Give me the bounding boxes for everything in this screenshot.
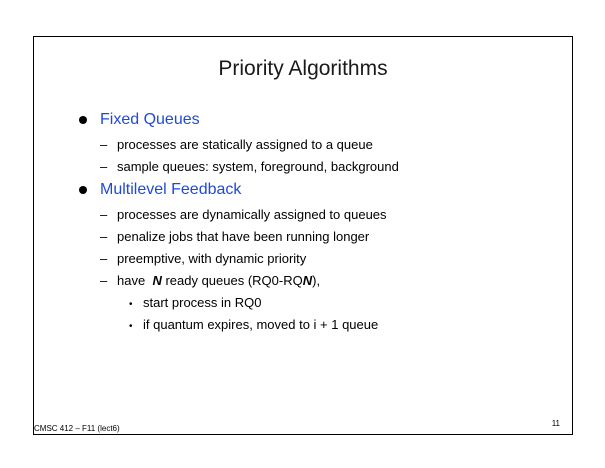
sub-list-item xyxy=(129,317,378,332)
bullet-label: Fixed Queues xyxy=(100,111,200,128)
have-suffix: ), xyxy=(312,273,321,288)
list-item-text: processes are statically assigned to a queue xyxy=(117,137,373,152)
list-item xyxy=(100,229,369,244)
footer-course-label: CMSC 412 – F11 (lect6) xyxy=(34,424,120,433)
small-bullet-icon: • xyxy=(129,321,133,332)
list-item-have-queues xyxy=(100,273,320,288)
n-variable-2: N xyxy=(302,273,313,288)
bullet-multilevel-feedback xyxy=(79,181,241,199)
list-item xyxy=(100,159,399,174)
sub-list-item-text: if quantum expires, moved to i + 1 queue xyxy=(143,317,379,332)
page-number: 11 xyxy=(551,419,560,428)
bullet-fixed-queues xyxy=(79,111,200,129)
bullet-dot-icon xyxy=(79,186,87,194)
bullet-label: Multilevel Feedback xyxy=(100,181,242,198)
small-bullet-icon: • xyxy=(129,299,133,310)
dash-icon: – xyxy=(100,137,108,152)
dash-icon: – xyxy=(100,273,108,288)
have-middle: ready queues (RQ0-RQ xyxy=(161,273,303,288)
dash-icon: – xyxy=(100,207,108,222)
list-item-text: sample queues: system, foreground, background xyxy=(117,159,399,174)
list-item xyxy=(100,207,387,222)
list-item-text: penalize jobs that have been running longer xyxy=(117,229,370,244)
bullet-dot-icon xyxy=(79,116,87,124)
dash-icon: – xyxy=(100,159,108,174)
sub-list-item xyxy=(129,295,262,310)
list-item xyxy=(100,251,306,266)
sub-list-item-text: start process in RQ0 xyxy=(143,295,262,310)
have-prefix: have xyxy=(117,273,146,288)
slide-title: Priority Algorithms xyxy=(218,57,388,80)
n-variable: N xyxy=(152,273,162,288)
list-item-text: processes are dynamically assigned to queues xyxy=(117,207,387,222)
slide-frame xyxy=(33,36,573,435)
list-item-text: preemptive, with dynamic priority xyxy=(117,251,307,266)
dash-icon: – xyxy=(100,251,108,266)
list-item xyxy=(100,137,373,152)
dash-icon: – xyxy=(100,229,108,244)
